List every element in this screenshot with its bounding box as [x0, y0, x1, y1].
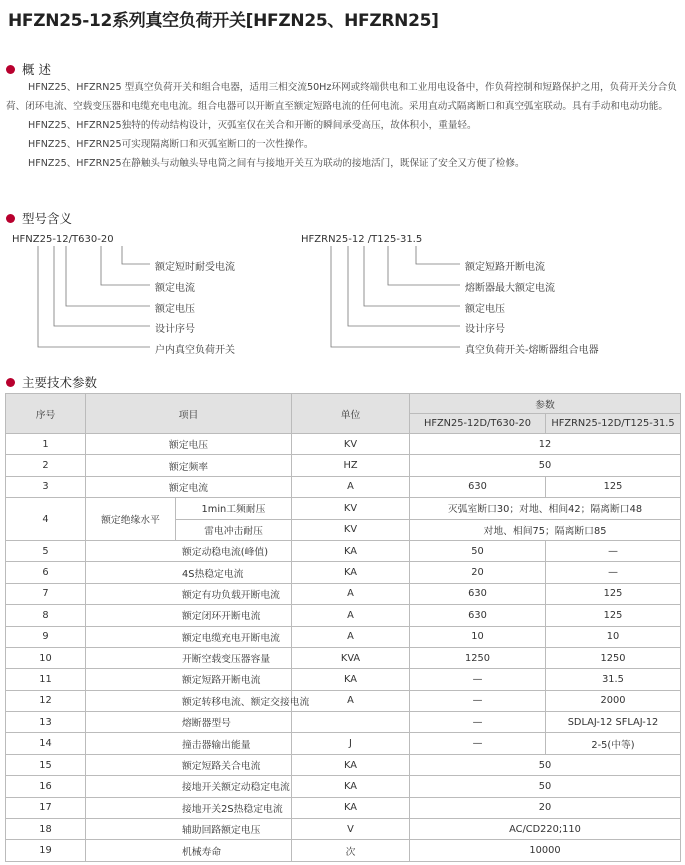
cell-item: 机械寿命 [86, 840, 292, 861]
cell-unit: KA [292, 669, 410, 690]
cell-unit: A [292, 476, 410, 497]
cell-subitem: 1min工频耐压 [176, 498, 292, 519]
cell-unit: KV [292, 498, 410, 519]
table-row [6, 583, 681, 604]
cell-no: 14 [6, 733, 86, 754]
cell-unit [292, 712, 410, 733]
cell-unit: HZ [292, 455, 410, 476]
cell-value-1: 50 [410, 540, 546, 561]
cell-value-2: 10 [546, 626, 681, 647]
cell-no: 18 [6, 819, 86, 840]
cell-value-2: 2000 [546, 690, 681, 711]
cell-value-1: 630 [410, 605, 546, 626]
header-unit: 单位 [292, 394, 410, 434]
cell-value-1: 20 [410, 562, 546, 583]
cell-value-merged: 对地、相间75；隔离断口85 [410, 519, 681, 540]
table-row [6, 647, 681, 668]
cell-value-2: SDLAJ-12 SFLAJ-12 [546, 712, 681, 733]
table-row [6, 540, 681, 561]
cell-item: 额定电缆充电开断电流 [86, 626, 292, 647]
cell-value-merged: 20 [410, 797, 681, 818]
cell-value-merged: 50 [410, 754, 681, 775]
cell-item: 辅助回路额定电压 [86, 819, 292, 840]
cell-value-2: — [546, 540, 681, 561]
cell-value-merged: 10000 [410, 840, 681, 861]
cell-value-merged: 50 [410, 776, 681, 797]
cell-value-2: 2-5(中等) [546, 733, 681, 754]
model-connector-lines [0, 0, 685, 370]
cell-no: 19 [6, 840, 86, 861]
cell-item: 额定电压 [86, 434, 292, 455]
cell-item: 额定绝缘水平 [86, 498, 176, 541]
cell-no: 8 [6, 605, 86, 626]
cell-no: 1 [6, 434, 86, 455]
model-heading-text: 型号含义 [22, 211, 73, 226]
cell-no: 7 [6, 583, 86, 604]
cell-value-2: — [546, 562, 681, 583]
cell-item: 撞击器输出能量 [86, 733, 292, 754]
table-row [6, 819, 681, 840]
cell-no: 11 [6, 669, 86, 690]
cell-unit: KA [292, 797, 410, 818]
overview-heading-text: 概 述 [22, 62, 51, 77]
header-no: 序号 [6, 394, 86, 434]
cell-value-merged: 灭弧室断口30；对地、相间42；隔离断口48 [410, 498, 681, 519]
cell-unit: KA [292, 776, 410, 797]
cell-subitem: 雷电冲击耐压 [176, 519, 292, 540]
model-code-left: HFNZ25-12/T630-20 [12, 234, 114, 245]
model-left-label: 额定电流 [155, 283, 195, 294]
cell-item: 额定转移电流、额定交接电流 [86, 690, 292, 711]
cell-item: 额定电流 [86, 476, 292, 497]
model-right-label: 熔断器最大额定电流 [465, 283, 555, 294]
cell-value-1: 630 [410, 583, 546, 604]
cell-unit: A [292, 626, 410, 647]
cell-value-2: 125 [546, 605, 681, 626]
table-row [6, 626, 681, 647]
table-row [6, 712, 681, 733]
cell-unit: KA [292, 562, 410, 583]
cell-value-2: 125 [546, 476, 681, 497]
cell-item: 接地开关2S热稳定电流 [86, 797, 292, 818]
cell-value-2: 125 [546, 583, 681, 604]
table-row [6, 690, 681, 711]
cell-unit: KA [292, 540, 410, 561]
table-row [6, 669, 681, 690]
table-row [6, 754, 681, 775]
cell-unit: KVA [292, 647, 410, 668]
cell-unit: A [292, 583, 410, 604]
table-row [6, 476, 681, 497]
model-right-label: 额定短路开断电流 [465, 262, 545, 273]
cell-unit: J [292, 733, 410, 754]
overview-paragraph: HFNZ25、HFZRN25 型真空负荷开关和组合电器，适用三相交流50Hz环网或终端供电和工业用电设备中，作负荷控制和短路保护之用，负荷开关分合负荷、闭环电流、空载变压器和电缆充电电流。组合电器可以开断直至额定短路电流的任何电流。采用直动式隔离断口和真空弧室联动。具有手动和电动功能。 [6, 82, 677, 112]
model-right-label: 设计序号 [465, 324, 505, 335]
cell-item: 额定短路关合电流 [86, 754, 292, 775]
cell-no: 16 [6, 776, 86, 797]
cell-value-1: — [410, 712, 546, 733]
table-row [6, 733, 681, 754]
cell-item: 额定有功负载开断电流 [86, 583, 292, 604]
cell-unit: KV [292, 519, 410, 540]
model-right-label: 额定电压 [465, 304, 505, 315]
cell-unit: KV [292, 434, 410, 455]
cell-value-merged: 12 [410, 434, 681, 455]
cell-no: 10 [6, 647, 86, 668]
overview-paragraph: HFNZ25、HFZRN25在静触头与动触头导电筒之间有与接地开关互为联动的接地活门，既保证了安全又方便了检修。 [28, 158, 525, 169]
table-row [6, 498, 681, 519]
cell-no: 17 [6, 797, 86, 818]
overview-paragraph: HFNZ25、HFZRN25独特的传动结构设计，灭弧室仅在关合和开断的瞬间承受高压，故体积小，重量轻。 [28, 120, 477, 131]
cell-item: 熔断器型号 [86, 712, 292, 733]
cell-unit: 次 [292, 840, 410, 861]
header-params: 参数 [410, 394, 681, 414]
cell-no: 15 [6, 754, 86, 775]
model-left-label: 户内真空负荷开关 [155, 345, 235, 356]
cell-unit: KA [292, 754, 410, 775]
cell-value-1: 1250 [410, 647, 546, 668]
cell-value-1: — [410, 669, 546, 690]
cell-no: 6 [6, 562, 86, 583]
header-item: 项目 [86, 394, 292, 434]
cell-value-1: 630 [410, 476, 546, 497]
cell-unit: A [292, 690, 410, 711]
cell-value-merged: 50 [410, 455, 681, 476]
cell-unit: A [292, 605, 410, 626]
cell-value-1: 10 [410, 626, 546, 647]
cell-value-2: 31.5 [546, 669, 681, 690]
model-left-label: 设计序号 [155, 324, 195, 335]
page-title: HFZN25-12系列真空负荷开关[HFZN25、HFZRN25] [8, 11, 439, 31]
overview-paragraph: HFNZ25、HFZRN25可实现隔离断口和灭弧室断口的一次性操作。 [28, 139, 314, 150]
cell-value-2: 1250 [546, 647, 681, 668]
cell-no: 4 [6, 498, 86, 541]
cell-value-1: — [410, 733, 546, 754]
cell-item: 开断空载变压器容量 [86, 647, 292, 668]
cell-no: 3 [6, 476, 86, 497]
table-row [6, 605, 681, 626]
table-row [6, 562, 681, 583]
bullet-dot-icon [6, 378, 15, 387]
cell-value-merged: AC/CD220;110 [410, 819, 681, 840]
cell-item: 额定闭环开断电流 [86, 605, 292, 626]
table-row [6, 797, 681, 818]
table-row [6, 840, 681, 861]
cell-item: 接地开关额定动稳定电流 [86, 776, 292, 797]
table-header-row [6, 394, 681, 414]
model-right-label: 真空负荷开关-熔断器组合电器 [465, 345, 599, 356]
cell-no: 13 [6, 712, 86, 733]
model-left-label: 额定电压 [155, 304, 195, 315]
cell-item: 额定动稳电流(峰值) [86, 540, 292, 561]
cell-no: 9 [6, 626, 86, 647]
cell-item: 额定频率 [86, 455, 292, 476]
cell-no: 2 [6, 455, 86, 476]
cell-item: 4S热稳定电流 [86, 562, 292, 583]
cell-no: 5 [6, 540, 86, 561]
params-table [5, 393, 681, 862]
cell-value-1: — [410, 690, 546, 711]
cell-no: 12 [6, 690, 86, 711]
params-heading-text: 主要技术参数 [22, 375, 98, 390]
table-row [6, 455, 681, 476]
model-code-right: HFZRN25-12 /T125-31.5 [301, 234, 423, 245]
model-left-label: 额定短时耐受电流 [155, 262, 235, 273]
cell-unit: V [292, 819, 410, 840]
header-model-1: HFZN25-12D/T630-20 [410, 414, 546, 434]
table-row [6, 776, 681, 797]
header-model-2: HFZRN25-12D/T125-31.5 [546, 414, 681, 434]
table-row [6, 434, 681, 455]
cell-item: 额定短路开断电流 [86, 669, 292, 690]
section-params-heading [6, 373, 97, 391]
